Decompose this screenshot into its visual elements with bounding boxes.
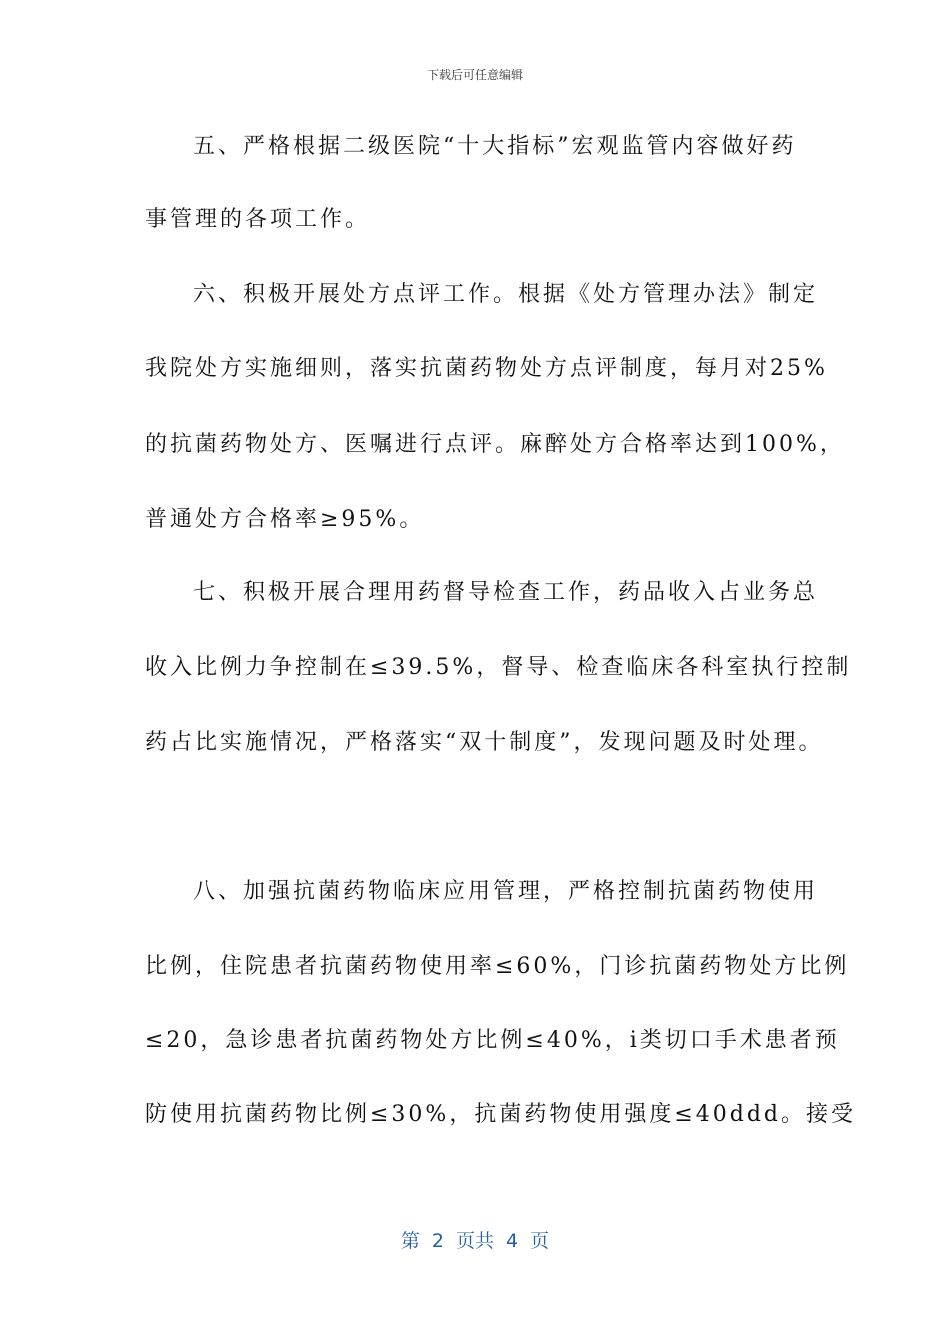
paragraph-6-line-3: 的抗菌药物处方、医嘱进行点评。麻醉处方合格率达到100%， <box>145 432 845 457</box>
paragraph-8-line-1: 八、加强抗菌药物临床应用管理，严格控制抗菌药物使用 <box>193 879 819 904</box>
paragraph-7-line-2: 收入比例力争控制在≤39.5%，督导、检查临床各科室执行控制 <box>145 655 852 680</box>
footer-ye-gong: 页共 <box>455 1230 494 1252</box>
header-note: 下载后可任意编辑 <box>426 68 523 82</box>
paragraph-7-line-1: 七、积极开展合理用药督导检查工作，药品收入占业务总 <box>193 580 819 605</box>
paragraph-6-line-1: 六、积极开展处方点评工作。根据《处方管理办法》制定 <box>193 282 819 307</box>
paragraph-5-line-1: 五、严格根据二级医院“十大指标”宏观监管内容做好药 <box>193 134 797 159</box>
footer-current-page: 2 <box>431 1230 444 1252</box>
paragraph-7-line-3: 药占比实施情况，严格落实“双十制度”，发现问题及时处理。 <box>145 730 824 755</box>
footer-di: 第 <box>400 1230 420 1252</box>
paragraph-8-line-2: 比例，住院患者抗菌药物使用率≤60%，门诊抗菌药物处方比例 <box>145 954 850 979</box>
paragraph-8-line-3: ≤20，急诊患者抗菌药物处方比例≤40%，ⅰ类切口手术患者预 <box>145 1028 840 1053</box>
footer-total-pages: 4 <box>506 1230 519 1252</box>
paragraph-8-line-4: 防使用抗菌药物比例≤30%，抗菌药物使用强度≤40ddd。接受 <box>145 1102 857 1127</box>
page-footer <box>0 1226 950 1253</box>
footer-ye: 页 <box>530 1230 550 1252</box>
paragraph-5-line-2: 事管理的各项工作。 <box>145 207 371 232</box>
paragraph-6-line-2: 我院处方实施细则，落实抗菌药物处方点评制度，每月对25% <box>145 356 828 381</box>
paragraph-6-line-4: 普通处方合格率≥95%。 <box>145 507 425 532</box>
